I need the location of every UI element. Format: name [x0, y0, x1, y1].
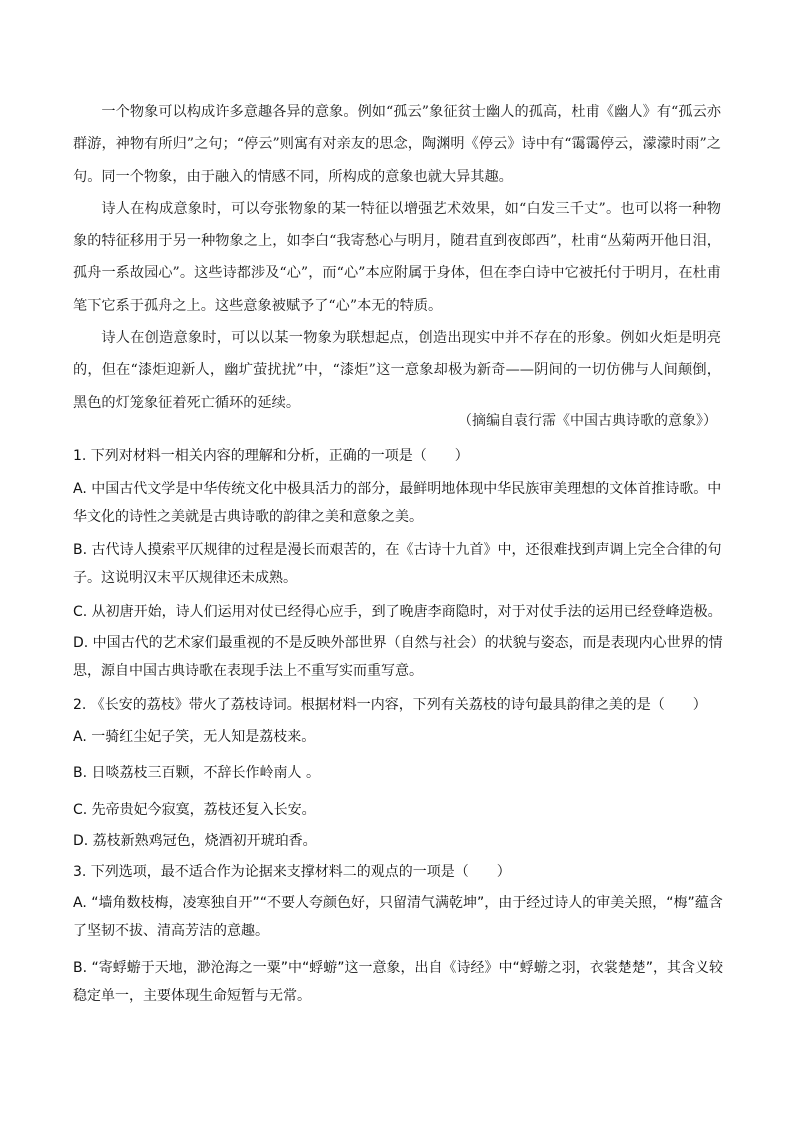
question-1-option-d: D. 中国古代的艺术家们最重视的不是反映外部世界（自然与社会）的状貌与姿态，而是表现内心世界的情思，源自中国古典诗歌在表现手法上不重写实而重写意。 [73, 635, 723, 679]
question-3-stem: 3. 下列选项，最不适合作为论据来支撑材料二的观点的一项是（ ） [73, 864, 511, 880]
question-2-option-a: A. 一骑红尘妃子笑，无人知是荔枝来。 [73, 729, 316, 745]
reading-passage [73, 96, 721, 419]
question-2-option-b: B. 日啖荔枝三百颗，不辞长作岭南人 。 [73, 765, 320, 781]
question-3-option-a: A. “墙角数枝梅，凌寒独自开”“不要人夸颜色好，只留清气满乾坤”，由于经过诗人的审美关照，“梅”蕴含了坚韧不拔、清高芳洁的意趣。 [73, 895, 723, 939]
question-2-option-d: D. 荔枝新熟鸡冠色，烧酒初开琥珀香。 [73, 833, 317, 849]
passage-paragraph-3: 诗人在创造意象时，可以以某一物象为联想起点，创造出现实中并不存在的形象。例如火炬是明亮的，但在“漆炬迎新人，幽圹萤扰扰”中，“漆炬”这一意象却极为新奇——阴间的一切仿佛与人间颠倒，黑色的灯笼象征着死亡循环的延续。 [73, 330, 721, 411]
question-2-stem: 2. 《长安的荔枝》带火了荔枝诗词。根据材料一内容，下列有关荔枝的诗句最具韵律之美的是（ ） [73, 697, 707, 713]
question-1-option-a: A. 中国古代文学是中华传统文化中极具活力的部分，最鲜明地体现中华民族审美理想的文体首推诗歌。中华文化的诗性之美就是古典诗歌的韵律之美和意象之美。 [73, 481, 722, 525]
passage-source: （摘编自袁行霈《中国古典诗歌的意象》） [458, 413, 717, 429]
question-1-option-c: C. 从初唐开始，诗人们运用对仗已经得心应手，到了晚唐李商隐时，对于对仗手法的运用已经登峰造极。 [73, 604, 722, 620]
question-2-option-c: C. 先帝贵妃今寂寞，荔枝还复入长安。 [73, 802, 316, 818]
question-3-option-b: B. “寄蜉蝣于天地，渺沧海之一粟”中“蜉蝣”这一意象，出自《诗经》中“蜉蝣之羽，衣裳楚楚”，其含义较稳定单一，主要体现生命短暂与无常。 [73, 960, 724, 1004]
passage-paragraph-1: 一个物象可以构成许多意趣各异的意象。例如“孤云”象征贫士幽人的孤高，杜甫《幽人》有“孤云亦群游，神物有所归”之句；“停云”则寓有对亲友的思念，陶渊明《停云》诗中有“霭霭停云，濛濛时雨”之句。同一个物象，由于融入的情感不同，所构成的意象也就大异其趣。 [73, 104, 721, 185]
question-1-stem: 1. 下列对材料一相关内容的理解和分析，正确的一项是（ ） [73, 448, 469, 464]
question-1-option-b: B. 古代诗人摸索平仄规律的过程是漫长而艰苦的，在《古诗十九首》中，还很难找到声调上完全合律的句子。这说明汉末平仄规律还未成熟。 [73, 542, 722, 586]
passage-paragraph-2: 诗人在构成意象时，可以夸张物象的某一特征以增强艺术效果，如“白发三千丈”。也可以将一种物象的特征移用于另一种物象之上，如李白“我寄愁心与明月，随君直到夜郎西”，杜甫“丛菊两开他日泪，孤舟一系故园心”。这些诗都涉及“心”，而“心”本应附属于身体，但在李白诗中它被托付于明月，在杜甫笔下它系于孤舟之上。这些意象被赋予了“心”本无的特质。 [73, 200, 721, 314]
